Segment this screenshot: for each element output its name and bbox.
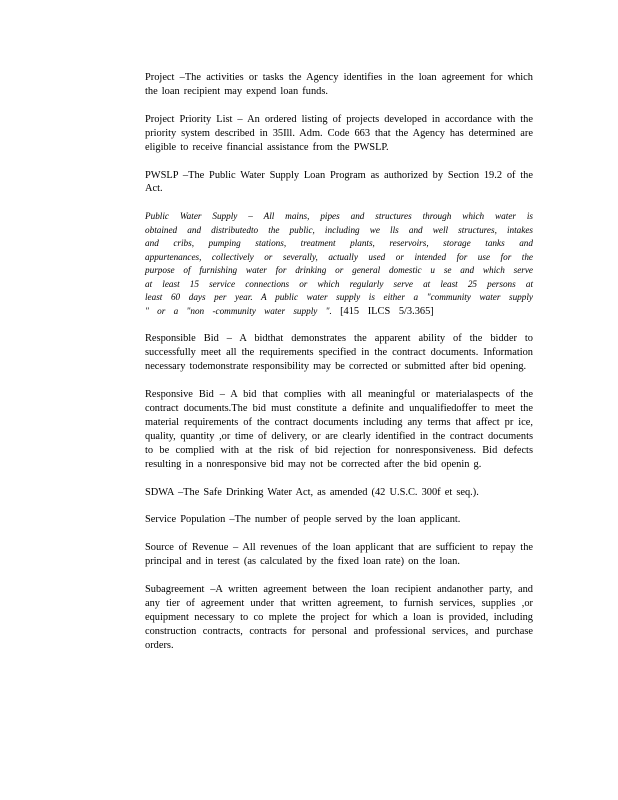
definition-pwslp: PWSLP –The Public Water Supply Loan Program as authorized by Section 19.2 of the Act. (145, 169, 533, 195)
definition-project: Project –The activities or tasks the Agency identifies in the loan agreement for which the loan recipient may expend loan funds. (145, 72, 533, 97)
definition-sdwa: SDWA –The Safe Drinking Water Act, as amended (42 U.S.C. 300f et seq.). (145, 486, 479, 498)
definition-source-of-revenue: Source of Revenue – All revenues of the loan applicant that are sufficient to repay the principal and in terest (as calculated by the fixed loan rate) on the loan. (145, 542, 533, 568)
definition-responsible-bid: Responsible Bid – A bidthat demonstrates the apparent ability of the bidder to successfully meet all the requirements specified in the contract documents. Information necessary todemonstrate responsibility may be corrected or submitted after bid opening. (145, 333, 533, 373)
definition-project-priority-list: Project Priority List – An ordered listing of projects developed in accordance with the priority system described in 35Ill. Adm. Code 663 that the Agency has determined are eligible to receive financial assistance from the PWSLP. (145, 113, 533, 153)
public-water-supply-text: Public Water Supply – All mains, pipes and structures through which water is obtained and distributedto the public, including we lls and well structures, intakes and cribs, pumping stations, treatment plants, reservoirs, storage tanks and appurtenances, collectively or severally, actually used or intended for use for the purpose of furnishing water for drinking or general domestic u se and which serve at least 15 service connections or which regularly serve at least 25 persons at least 60 days per year. A public water supply is either a "community water supply " or a "non -community water supply ". (145, 211, 533, 316)
statute-citation: [415 ILCS 5/3.365] (340, 305, 434, 317)
definition-public-water-supply (145, 210, 533, 318)
definition-service-population: Service Population –The number of people served by the loan applicant. (145, 514, 461, 526)
definition-responsive-bid: Responsive Bid – A bid that complies with all meaningful or materialaspects of the contract documents.The bid must constitute a definite and unqualifiedoffer to meet the material requirements of the contract documents including any terms that affect pr ice, quality, quantity ,or time of delivery, or are clearly identified in the contract documents to be complied with at the risk of bid rejection for nonresponsiveness. Bid defects resulting in a nonresponsive bid may not be corrected after the bid openin g. (145, 389, 533, 470)
definition-subagreement: Subagreement –A written agreement between the loan recipient andanother party, and any tier of agreement under that written agreement, to furnish services, supplies ,or equipment necessary to co mplete the project for which a loan is provided, including construction contracts, contracts for personal and professional services, and purchase orders. (145, 584, 533, 651)
document-body (145, 71, 533, 667)
